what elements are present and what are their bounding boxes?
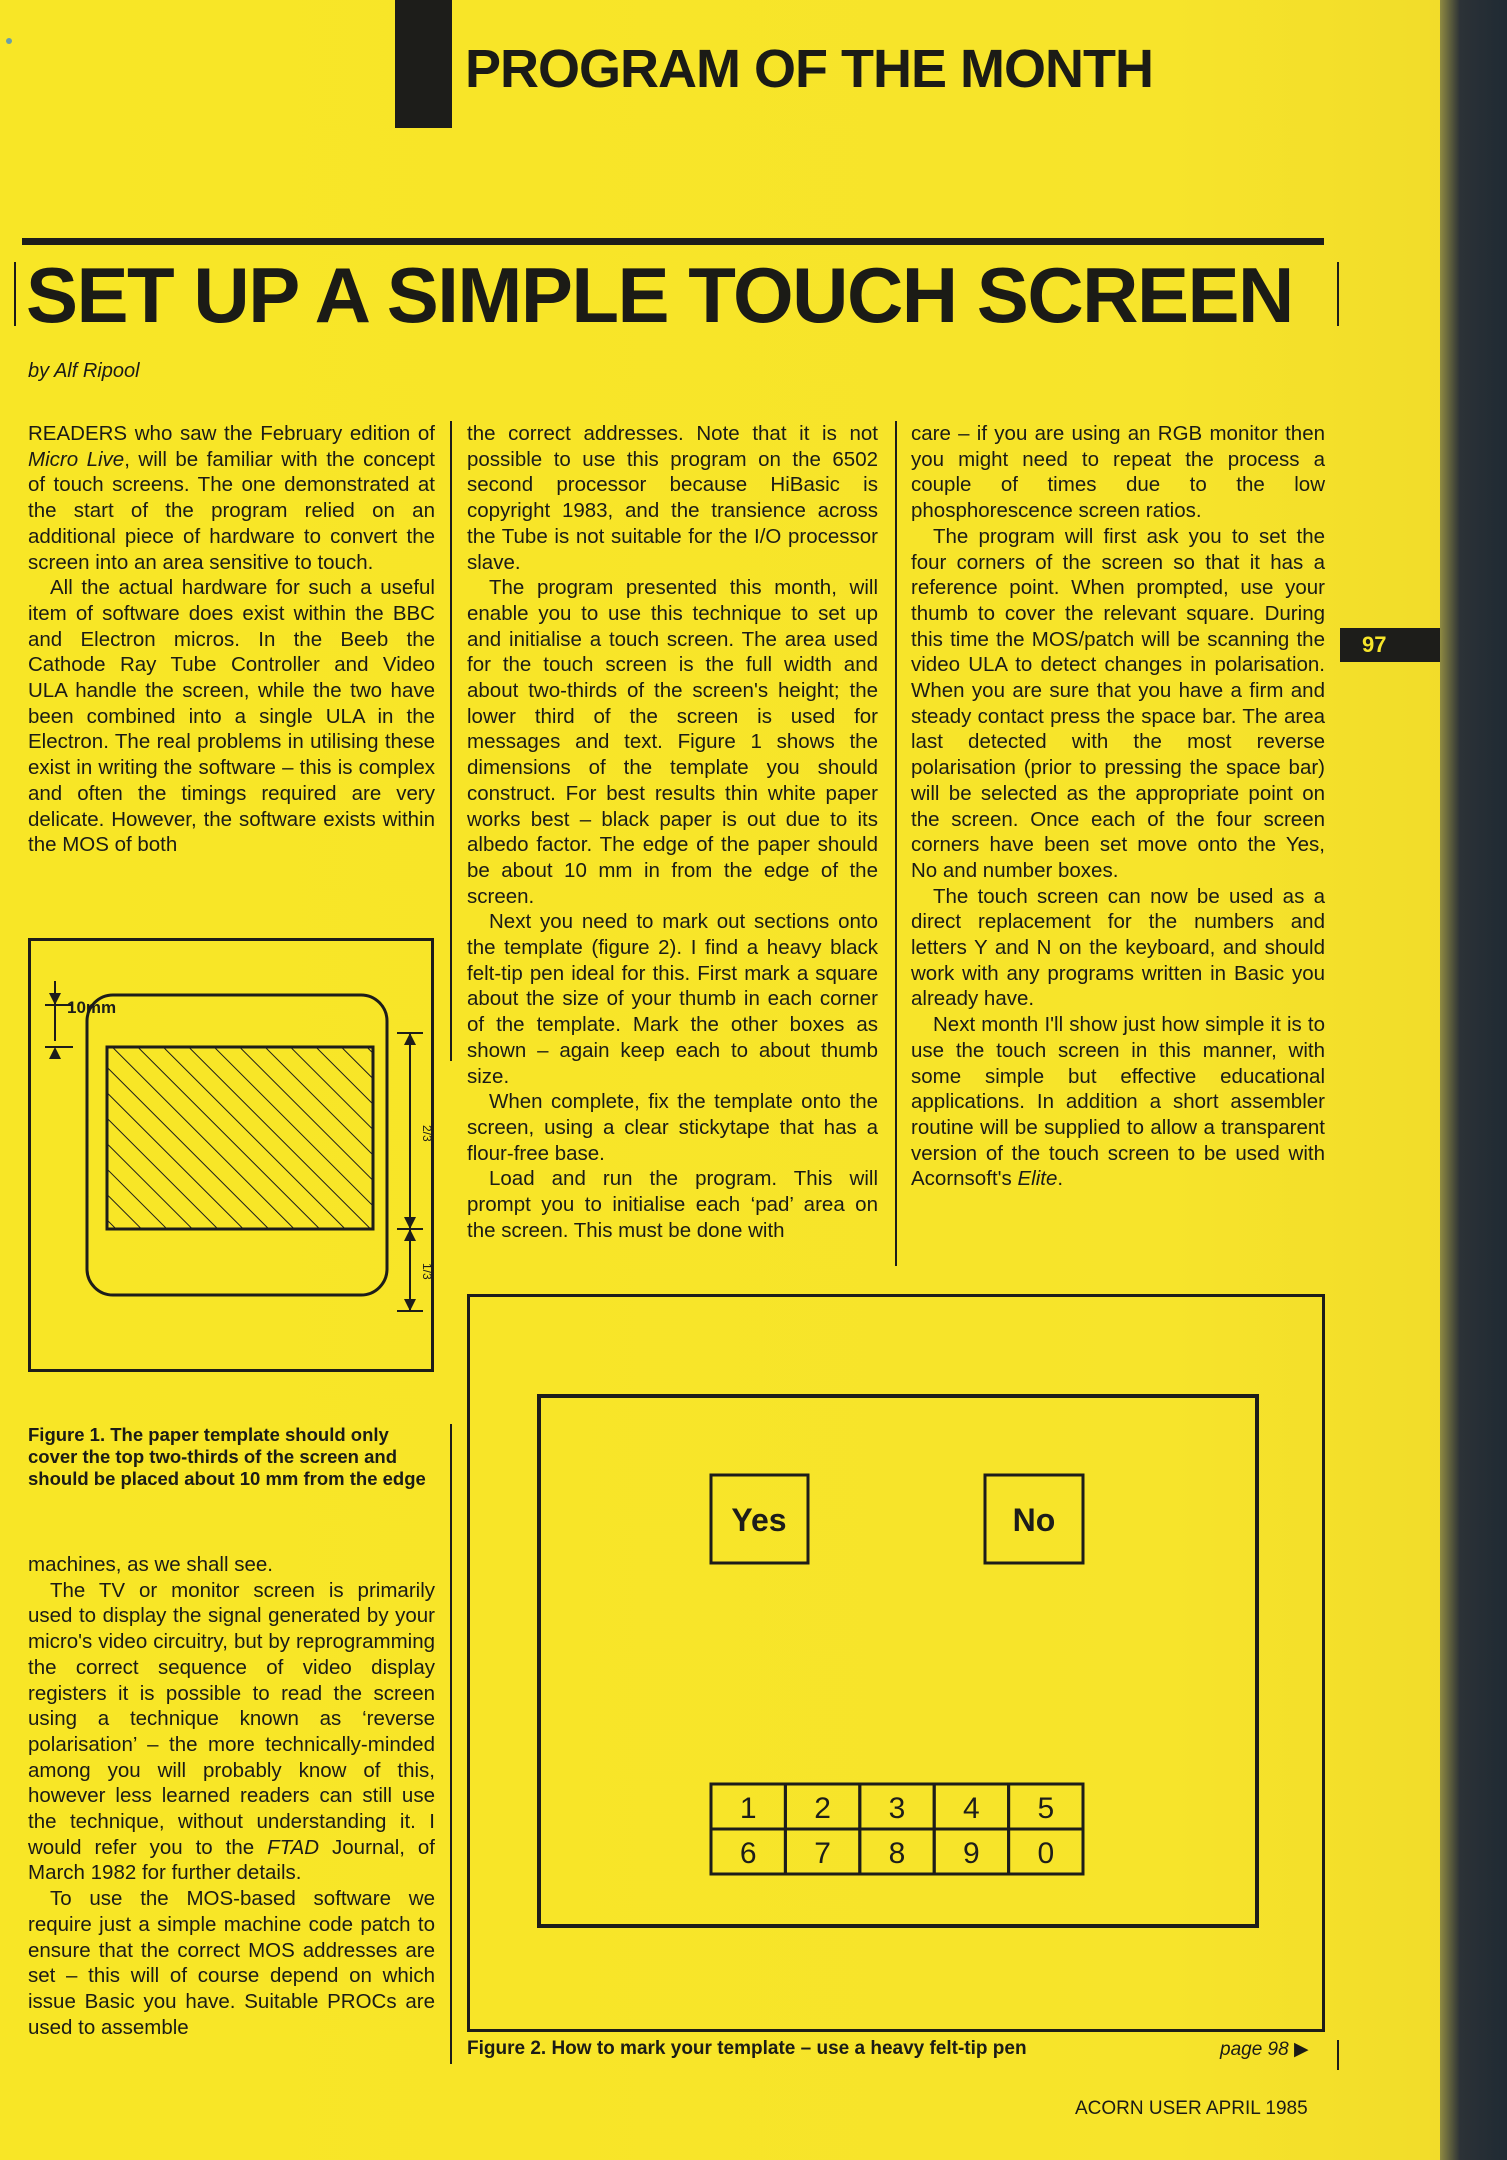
continued-page-ref: page 98 ▶ xyxy=(1220,2039,1309,2060)
text-run-italic: Micro Live xyxy=(28,447,125,471)
label-10mm: 10mm xyxy=(67,998,117,1017)
label-two-thirds: 2/3 xyxy=(420,1125,434,1142)
yes-label: Yes xyxy=(731,1502,787,1538)
figure-2-caption: Figure 2. How to mark your template – use a heavy felt-tip pen xyxy=(467,2038,1027,2059)
label-one-third: 1/3 xyxy=(420,1263,434,1280)
arrow-down-icon xyxy=(49,993,61,1005)
figure-2 xyxy=(467,1294,1325,2032)
text-run: READERS who saw the February edition of xyxy=(28,422,435,445)
paragraph: The program presented this month, will enable you to use this technique to set up and initialise a touch screen. The area used for the touch screen is the full width and about two-thirds of the screen's height; the lower third of the screen is used for messages and text. Figure 1 shows the dimensions of the template you should construct. For best results thin white paper works best – black paper is out due to its albedo factor. The edge of the paper should be about 10 mm in from the edge of the screen. xyxy=(467,576,878,908)
column-2 xyxy=(467,421,878,1244)
paragraph: the correct addresses. Note that it is not possible to use this program on the 6502 second processor because HiBasic is copyright 1983, and the transience across the Tube is not suitable for the I/O processor slave. xyxy=(467,422,878,574)
column-divider xyxy=(450,1424,452,2064)
headline-rule xyxy=(22,238,1324,245)
text-run: Journal, of March 1982 for further details. xyxy=(28,1835,436,1885)
paper-template-area xyxy=(107,1047,373,1229)
arrow-up-icon xyxy=(49,1047,61,1059)
arrow-up-icon xyxy=(404,1033,416,1045)
keypad-digit-9: 9 xyxy=(963,1837,980,1870)
no-label: No xyxy=(1012,1502,1056,1538)
footer-publication: ACORN USER APRIL 1985 xyxy=(1075,2098,1308,2119)
paragraph: Next you need to mark out sections onto the template (figure 2). I find a heavy black felt-tip pen ideal for this. First mark a square about the size of your thumb in each corner of the template. Mark the other boxes as shown – again keep each to about thumb size. xyxy=(467,910,878,1088)
text-run-italic: FTAD xyxy=(267,1835,320,1859)
number-keypad xyxy=(711,1784,1083,1874)
column-3 xyxy=(911,421,1325,1192)
keypad-digit-3: 3 xyxy=(888,1792,906,1825)
arrow-up-icon xyxy=(404,1229,416,1241)
arrow-down-icon xyxy=(404,1299,416,1311)
page-binding-edge xyxy=(1440,0,1507,2160)
header-bar xyxy=(395,0,452,128)
keypad-digit-7: 7 xyxy=(814,1837,831,1870)
figure-1-caption: Figure 1. The paper template should only cover the top two-thirds of the screen and should be placed about 10 mm from the edge xyxy=(28,1424,426,1489)
keypad-digit-6: 6 xyxy=(739,1837,757,1870)
figure-1 xyxy=(28,938,434,1372)
text-run: , will be familiar with the concept of touch screens. The one demonstrated at the start of the program relied on an additional piece of hardware to convert the screen into an area sensitive to touch. xyxy=(28,447,435,574)
paragraph: To use the MOS-based software we require just a simple machine code patch to ensure that the correct MOS addresses are set – this will of course depend on which issue Basic you have. Suitable PROCs are used to assemble xyxy=(28,1887,435,2039)
keypad-digit-0: 0 xyxy=(1037,1837,1055,1870)
arrow-down-icon xyxy=(404,1217,416,1229)
column-divider xyxy=(1337,2040,1339,2070)
headline-right-rule xyxy=(1337,262,1339,326)
article-byline: by Alf Ripool xyxy=(28,360,140,382)
paragraph: care – if you are using an RGB monitor then you might need to repeat the process a couple of times due to the low phosphorescence screen ratios. xyxy=(911,422,1325,523)
page-number-tab: 97 xyxy=(1340,628,1440,662)
keypad-digit-4: 4 xyxy=(963,1792,980,1825)
paragraph: All the actual hardware for such a useful item of software does exist within the BBC and Electron micros. In the Beeb the Cathode Ray Tube Controller and Video ULA handle the screen, while the two have been combined into a single ULA in the Electron. The real problems in utilising these exist in writing the software – this is complex and often the timings required are very delicate. However, the software exists within the MOS of both xyxy=(28,576,435,857)
paragraph: machines, as we shall see. xyxy=(28,1553,273,1576)
text-run: The TV or monitor screen is primarily used to display the signal generated by your micro's video circuitry, but by reprogramming the correct sequence of video display registers it is possible to read the screen using a technique known as ‘reverse polarisation’ – the more technically-minded among you will probably know of this, however less learned readers can still use the technique, without understanding it. I would refer you to the xyxy=(28,1578,435,1859)
keypad-digit-8: 8 xyxy=(888,1837,906,1870)
keypad-digit-5: 5 xyxy=(1037,1792,1055,1825)
text-run-italic: Elite xyxy=(1017,1167,1058,1191)
scan-dot xyxy=(6,38,12,44)
article-headline: SET UP A SIMPLE TOUCH SCREEN xyxy=(26,251,1293,339)
paragraph xyxy=(28,1578,435,1886)
column-1-top xyxy=(28,421,435,858)
paragraph: Load and run the program. This will prompt you to initialise each ‘pad’ area on the screen. This must be done with xyxy=(467,1167,878,1242)
column-divider xyxy=(895,421,897,1266)
paragraph xyxy=(28,421,435,575)
text-run: . xyxy=(1057,1167,1064,1191)
keypad-digit-2: 2 xyxy=(814,1792,831,1825)
column-1-bottom xyxy=(28,1552,435,2040)
text-run: Next month I'll show just how simple it is to use the touch screen in this manner, with some simple but effective educational applications. In addition a short assembler routine will be supplied to allow a transparent version of the touch screen to be used with Acornsoft's xyxy=(911,1013,1325,1191)
column-divider xyxy=(450,421,452,1061)
figure-2-diagram xyxy=(470,1297,1322,2029)
keypad-digit-1: 1 xyxy=(739,1792,757,1825)
paragraph: When complete, fix the template onto the screen, using a clear stickytape that has a flour-free base. xyxy=(467,1090,878,1165)
paragraph xyxy=(911,1012,1325,1192)
section-title: PROGRAM OF THE MONTH xyxy=(465,39,1153,99)
paragraph: The touch screen can now be used as a direct replacement for the numbers and letters Y and N on the keyboard, and should work with any programs written in Basic you already have. xyxy=(911,884,1325,1011)
figure-1-diagram xyxy=(31,941,434,1369)
paragraph: The program will first ask you to set the four corners of the screen so that it has a reference point. When prompted, use your thumb to cover the relevant square. During this time the MOS/patch will be scanning the video ULA to detect changes in polarisation. When you are sure that you have a firm and steady contact press the space bar. The area last detected with the most reverse polarisation (prior to pressing the space bar) will be selected as the appropriate point on the screen. Once each of the four screen corners have been set move onto the Yes, No and number boxes. xyxy=(911,524,1325,882)
headline-left-rule xyxy=(14,262,16,326)
